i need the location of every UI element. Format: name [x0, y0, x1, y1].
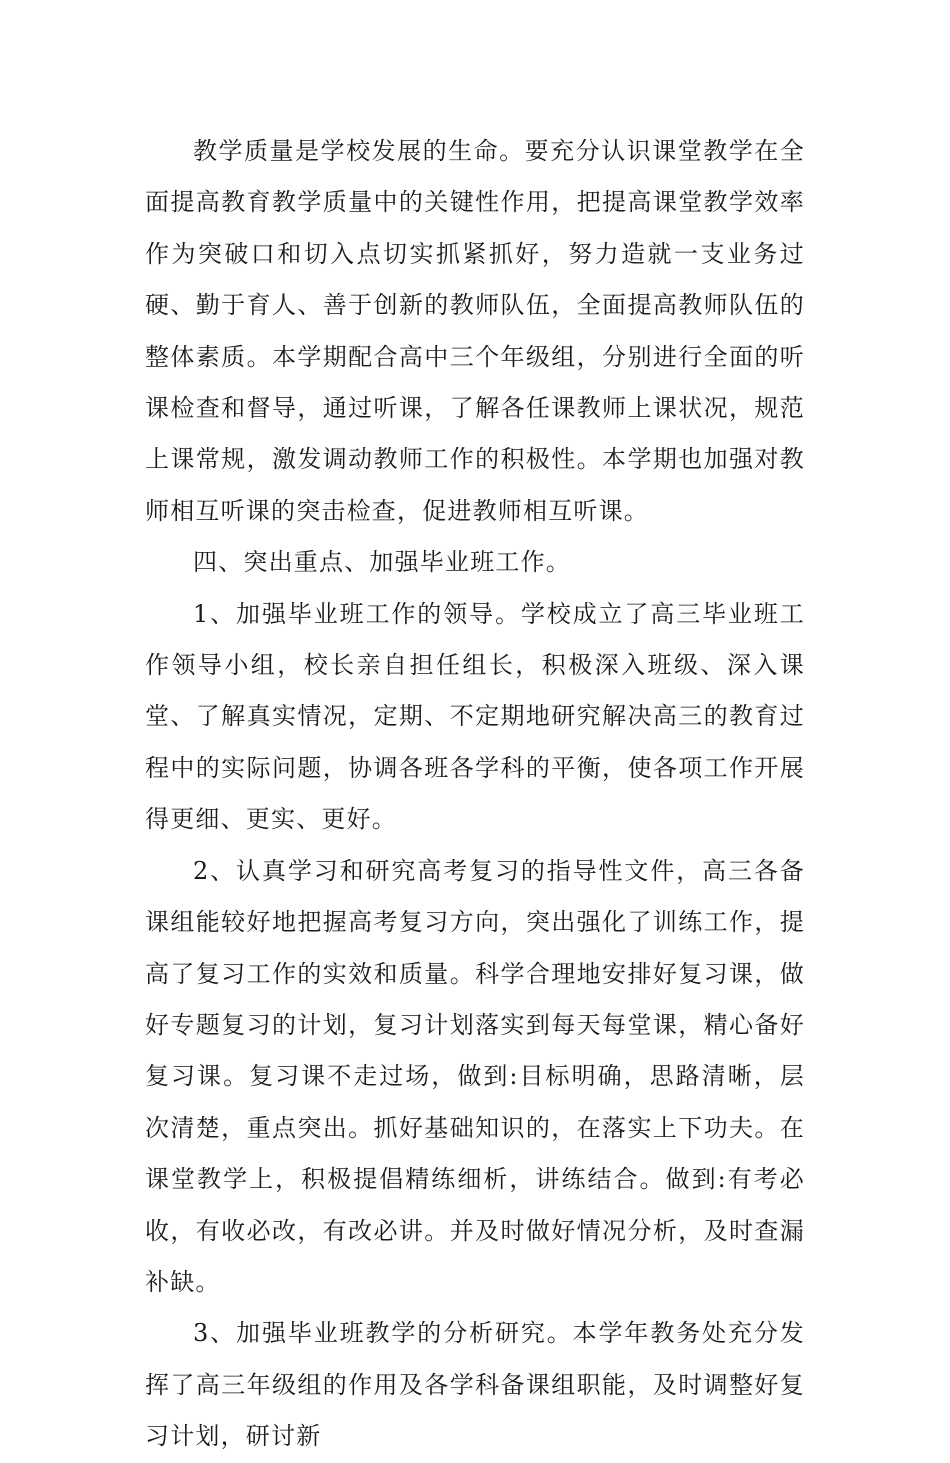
document-body — [145, 126, 805, 1463]
paragraph-teaching-quality: 教学质量是学校发展的生命。要充分认识课堂教学在全面提高教育教学质量中的关键性作用，把提高课堂教学效率作为突破口和切入点切实抓紧抓好，努力造就一支业务过硬、勤于育人、善于创新的教师队伍，全面提高教师队伍的整体素质。本学期配合高中三个年级组，分别进行全面的听课检查和督导，通过听课，了解各任课教师上课状况，规范上课常规，激发调动教师工作的积极性。本学期也加强对教师相互听课的突击检查，促进教师相互听课。 — [145, 137, 805, 525]
section-heading-graduating-classes: 四、突出重点、加强毕业班工作。 — [193, 548, 571, 577]
paragraph-item-3: 3、加强毕业班教学的分析研究。本学年教务处充分发挥了高三年级组的作用及各学科备课组职能，及时调整好复习计划，研讨新 — [145, 1319, 805, 1451]
paragraph-item-2: 2、认真学习和研究高考复习的指导性文件，高三各备课组能较好地把握高考复习方向，突出强化了训练工作，提高了复习工作的实效和质量。科学合理地安排好复习课，做好专题复习的计划，复习计划落实到每天每堂课，精心备好复习课。复习课不走过场，做到:目标明确，思路清晰，层次清楚，重点突出。抓好基础知识的，在落实上下功夫。在课堂教学上，积极提倡精练细析，讲练结合。做到:有考必收，有收必改，有改必讲。并及时做好情况分析，及时查漏补缺。 — [145, 856, 805, 1296]
paragraph-item-1: 1、加强毕业班工作的领导。学校成立了高三毕业班工作领导小组，校长亲自担任组长，积极深入班级、深入课堂、了解真实情况，定期、不定期地研究解决高三的教育过程中的实际问题，协调各班各学科的平衡，使各项工作开展得更细、更实、更好。 — [145, 599, 805, 834]
